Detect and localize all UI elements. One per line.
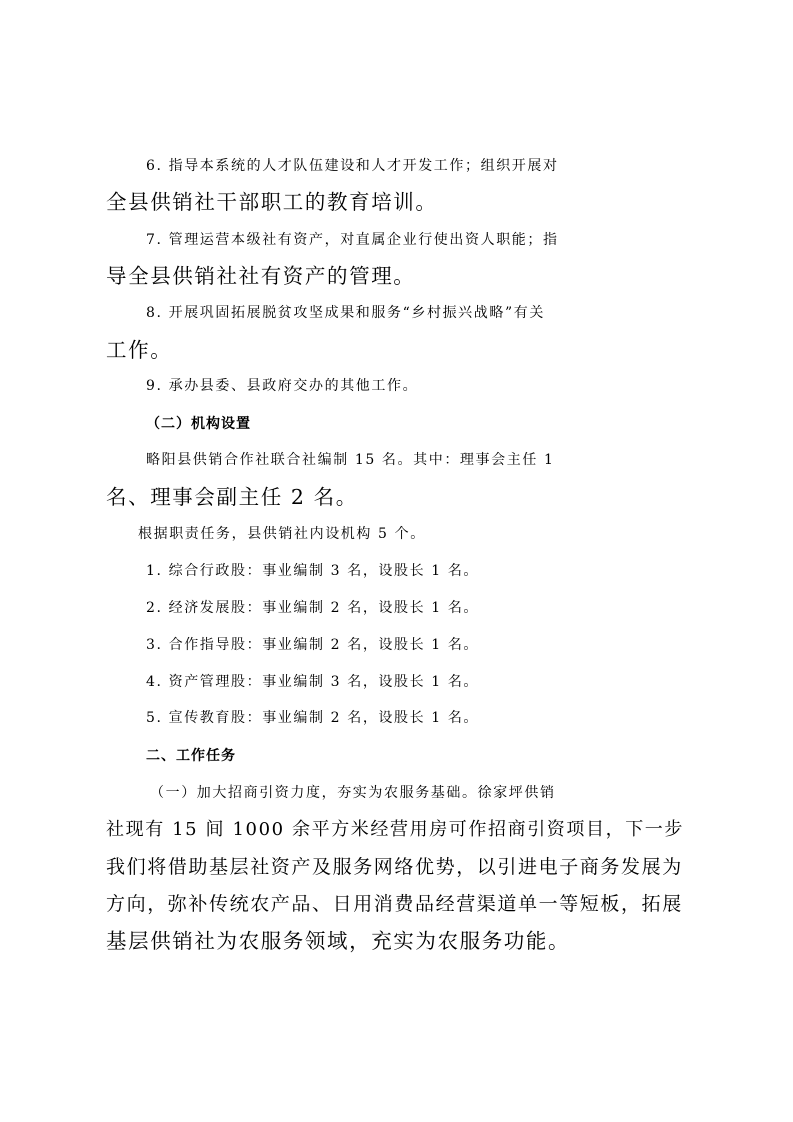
- task-1-line-4: 方向，弥补传统农产品、日用消费品经营渠道单一等短板，拓展: [106, 893, 683, 915]
- duty-9-line: 9. 承办县委、县政府交办的其他工作。: [146, 378, 419, 394]
- staffing-line-1: 略阳县供销合作社联合社编制 15 名。其中：理事会主任 1: [146, 452, 555, 468]
- unit-item-5: 5. 宣传教育股：事业编制 2 名，设股长 1 名。: [146, 710, 480, 726]
- task-1-line-2: 社现有 15 间 1000 余平方米经营用房可作招商引资项目，下一步: [106, 819, 684, 840]
- staffing-line-2: 名、理事会副主任 2 名。: [106, 485, 358, 509]
- task-1-line-5: 基层供销社为农服务领域，充实为农服务功能。: [106, 929, 571, 953]
- duty-6-line-2: 全县供销社干部职工的教育培训。: [106, 190, 438, 214]
- unit-item-4: 4. 资产管理股：事业编制 3 名，设股长 1 名。: [146, 674, 480, 690]
- unit-item-2: 2. 经济发展股：事业编制 2 名，设股长 1 名。: [146, 600, 480, 616]
- section-heading-institution: （二）机构设置: [146, 416, 251, 432]
- duty-7-line-1: 7. 管理运营本级社有资产，对直属企业行使出资人职能；指: [146, 232, 559, 248]
- unit-item-1: 1. 综合行政股：事业编制 3 名，设股长 1 名。: [146, 563, 480, 579]
- duty-8-line-1: 8. 开展巩固拓展脱贫攻坚成果和服务“乡村振兴战略”有关: [146, 305, 545, 321]
- duty-7-line-2: 导全县供销社社有资产的管理。: [106, 264, 416, 288]
- duty-6-line-1: 6. 指导本系统的人才队伍建设和人才开发工作；组织开展对: [146, 158, 559, 174]
- internal-units-intro: 根据职责任务，县供销社内设机构 5 个。: [138, 526, 426, 542]
- task-1-line-3: 我们将借助基层社资产及服务网络优势，以引进电子商务发展为: [106, 856, 683, 878]
- duty-8-line-2: 工作。: [106, 338, 173, 362]
- task-1-line-1: （一）加大招商引资力度，夯实为农服务基础。徐家坪供销: [150, 785, 556, 801]
- unit-item-3: 3. 合作指导股：事业编制 2 名，设股长 1 名。: [146, 637, 480, 653]
- section-heading-tasks: 二、工作任务: [146, 748, 236, 764]
